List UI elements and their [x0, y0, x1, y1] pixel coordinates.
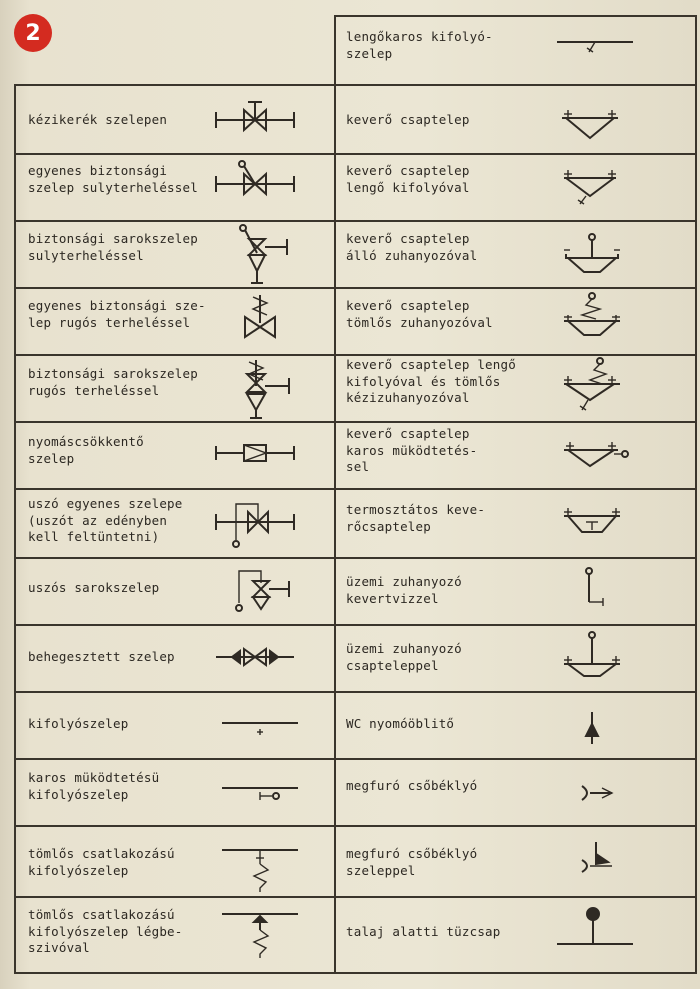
right-row-10-label: WC nyomóöblitő: [346, 716, 455, 731]
right-row-7-label: termosztátos keve- rőcsaptelep: [346, 502, 486, 534]
right-row-9-label: üzemi zuhanyozó csapteleppel: [346, 641, 462, 673]
right-row-6-label: keverő csaptelep karos müködtetés- sel: [346, 426, 478, 474]
left-row-10-label: kifolyószelep: [28, 716, 129, 731]
tapping-clamp-icon: [578, 780, 618, 806]
left-row-1-label: kézikerék szelepen: [28, 112, 168, 127]
swing-arm-outlet-icon: [555, 36, 635, 58]
left-row-7-label: uszó egyenes szelepe (uszót az edényben kell feltüntetni): [28, 496, 183, 544]
right-row-13-label: talaj alatti tüzcsap: [346, 924, 501, 939]
left-row-6-label: nyomáscsökkentő szelep: [28, 434, 144, 466]
right-row-3-label: keverő csaptelep álló zuhanyozóval: [346, 231, 478, 263]
mixer-tap-fixed-shower-icon: [560, 232, 624, 278]
mixer-tap-swing-spout-icon: [560, 168, 620, 208]
right-row-12-label: megfuró csőbéklyó szeleppel: [346, 846, 478, 878]
left-row-4-label: egyenes biztonsági sze- lep rugós terheléssel: [28, 298, 206, 330]
left-row-13-label: tömlős csatlakozású kifolyószelep légbe- szivóval: [28, 907, 183, 955]
welded-valve-icon: [210, 644, 300, 670]
industrial-shower-tap-icon: [560, 630, 624, 682]
float-valve-icon: [210, 496, 300, 552]
spring-safety-valve-icon: [235, 293, 285, 349]
mixer-tap-swing-hand-shower-icon: [560, 356, 624, 418]
weight-safety-valve-icon: [210, 158, 300, 208]
left-row-2-label: egyenes biztonsági szelep sulyterheléssel: [28, 163, 198, 195]
right-row-11-label: megfuró csőbéklyó: [346, 778, 478, 793]
left-row-12-label: tömlős csatlakozású kifolyószelep: [28, 846, 175, 878]
left-row-9-label: behegesztett szelep: [28, 649, 175, 664]
right-row-1-label: keverő csaptelep: [346, 112, 470, 127]
handwheel-valve-icon: [210, 96, 300, 146]
spring-angle-safety-valve-icon: [235, 358, 295, 420]
right-row-0-label: lengőkaros kifolyó- szelep: [346, 29, 493, 61]
industrial-shower-mixed-icon: [575, 566, 615, 610]
hose-outlet-valve-icon: [220, 844, 300, 894]
hose-outlet-vacuum-breaker-icon: [220, 906, 300, 962]
right-row-2-label: keverő csaptelep lengő kifolyóval: [346, 163, 470, 195]
left-row-8-label: uszós sarokszelep: [28, 580, 160, 595]
pressure-reducer-icon: [210, 438, 300, 468]
left-row-11-label: karos müködtetésü kifolyószelep: [28, 770, 160, 802]
tapping-clamp-valve-icon: [578, 840, 618, 876]
left-row-5-label: biztonsági sarokszelep rugós terheléssel: [28, 366, 198, 398]
float-angle-valve-icon: [225, 563, 295, 619]
mixer-tap-lever-icon: [560, 438, 632, 472]
right-row-5-label: keverő csaptelep lengő kifolyóval és tömlős kézizuhanyozóval: [346, 357, 516, 405]
mixer-tap-hose-shower-icon: [560, 291, 624, 343]
right-row-8-label: üzemi zuhanyozó kevertvizzel: [346, 574, 462, 606]
thermostatic-mixer-icon: [560, 504, 624, 538]
outlet-valve-icon: [220, 715, 300, 739]
mixer-tap-icon: [560, 108, 620, 142]
weight-angle-safety-valve-icon: [225, 223, 295, 285]
right-row-4-label: keverő csaptelep tömlős zuhanyozóval: [346, 298, 493, 330]
left-row-3-label: biztonsági sarokszelep sulyterheléssel: [28, 231, 198, 263]
lever-outlet-valve-icon: [220, 782, 300, 806]
wc-flush-valve-icon: [580, 708, 604, 748]
underground-hydrant-icon: [555, 904, 635, 950]
page-number-badge: 2: [14, 14, 52, 52]
